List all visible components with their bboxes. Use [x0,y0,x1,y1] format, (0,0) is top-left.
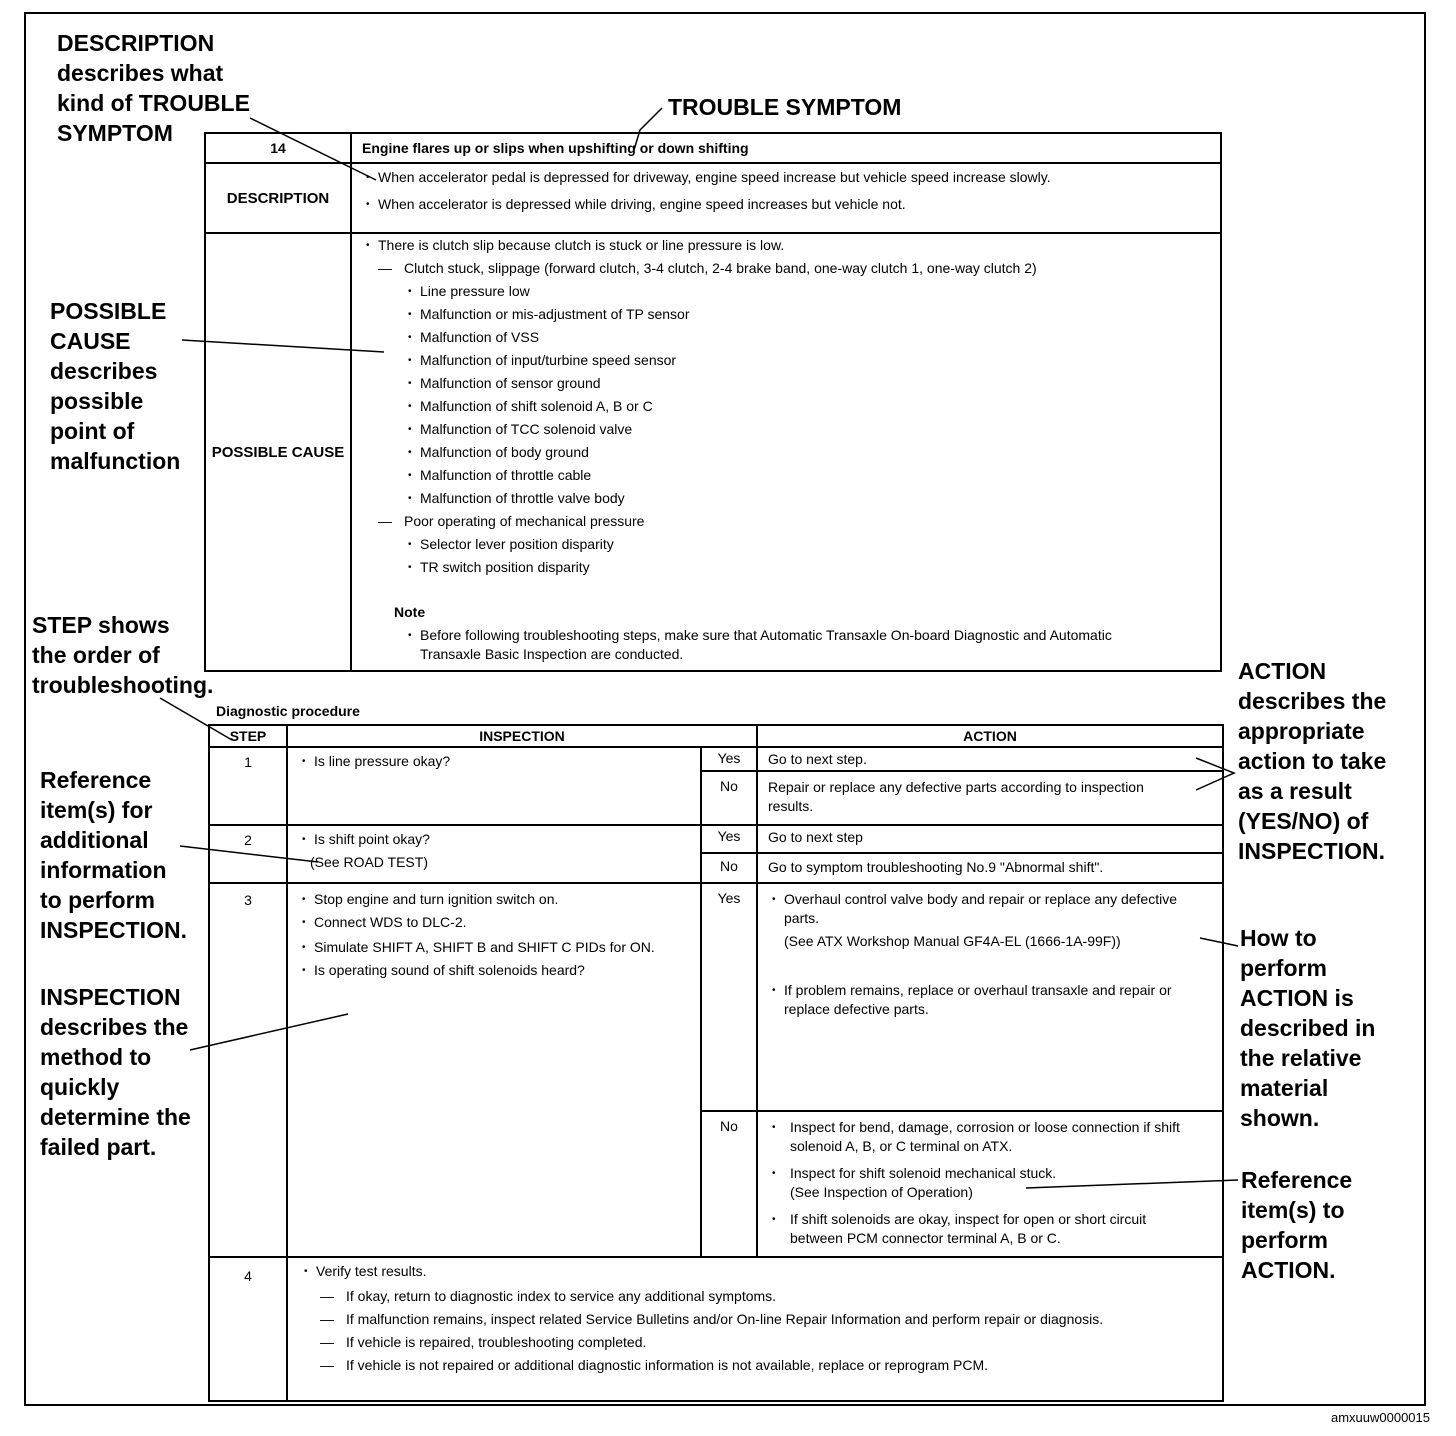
yes-label: Yes [701,883,757,1111]
cause-group: — Clutch stuck, slippage (forward clutch, 3-4 clutch, 2-4 brake band, one-way clutch 1, one-way clutch 2) [378,259,1200,278]
action-item: • If problem remains, replace or overhaul transaxle and repair or replace defective parts. [772,981,1192,1019]
inspection-item: • Verify test results. [304,1262,1182,1281]
callout-reference-action: Reference item(s) to perform ACTION. [1241,1167,1353,1283]
symptom-title: Engine flares up or slips when upshifting or down shifting [351,133,1221,163]
inspection-item: • Is line pressure okay? [302,752,692,771]
leader-trouble-symptom [634,108,662,150]
action-item: • If shift solenoids are okay, inspect for open or short circuit between PCM connector terminal A, B or C. [772,1210,1192,1248]
step-number: 2 [209,825,287,883]
inspection-reference: (See ROAD TEST) [310,854,428,870]
cause-item: • Malfunction of shift solenoid A, B or C [408,397,1200,416]
leader-reference-action [1026,1180,1238,1188]
image-id: amxuuw0000015 [1330,1410,1430,1425]
no-label: No [701,1111,757,1257]
inspection-item: • Is operating sound of shift solenoids heard? [302,961,660,980]
leader-inspection [190,1014,348,1050]
yes-label: Yes [701,825,757,853]
inspection-subitem: — If vehicle is not repaired or additional diagnostic information is not available, replace or reprogram PCM. [320,1356,1182,1375]
callout-how-to-perform: How to perform ACTION is described in the relative material shown. [1240,925,1376,1131]
cause-item: • Malfunction of TCC solenoid valve [408,420,1200,439]
leader-how-to-perform [1200,938,1238,946]
cause-item: • Malfunction of input/turbine speed sensor [408,351,1200,370]
action-item: • Inspect for shift solenoid mechanical stuck. [772,1164,1192,1183]
header-inspection: INSPECTION [287,725,757,747]
cause-item: • Selector lever position disparity [408,535,1200,554]
callout-trouble-symptom: TROUBLE SYMPTOM [668,94,902,120]
leader-step [160,698,232,740]
leader-possible-cause [182,340,384,352]
description-label: DESCRIPTION [205,163,351,233]
cause-item: • Malfunction of throttle valve body [408,489,1200,508]
action-item: • Inspect for bend, damage, corrosion or loose connection if shift solenoid A, B, or C terminal on ATX. [772,1118,1192,1156]
leader-action [1196,758,1234,790]
possible-cause-label: POSSIBLE CAUSE [205,233,351,671]
cause-item: • Malfunction or mis-adjustment of TP sensor [408,305,1200,324]
header-step: STEP [209,725,287,747]
action-reference: (See Inspection of Operation) [790,1184,973,1200]
callout-action: ACTION describes the appropriate action to take as a result (YES/NO) of INSPECTION. [1238,658,1387,864]
inspection-item: • Stop engine and turn ignition switch on. [302,890,660,909]
no-action: Repair or replace any defective parts according to inspection results. [757,771,1223,825]
yes-action: Go to next step [757,825,1223,853]
diagnostic-procedure-title: Diagnostic procedure [216,703,360,719]
description-item: • When accelerator pedal is depressed for driveway, engine speed increase but vehicle speed increase slowly. [366,168,1140,187]
inspection-item: • Simulate SHIFT A, SHIFT B and SHIFT C PIDs for ON. [302,938,660,957]
yes-action: Go to next step. [757,747,1223,771]
note-text: • Before following troubleshooting steps, make sure that Automatic Transaxle On-board Diagnostic and Automatic Transaxle Basic Inspection are conducted. [408,626,1170,664]
note-label: Note [394,604,426,620]
cause-item: • Line pressure low [408,282,1200,301]
leader-reference-inspection [180,846,318,862]
cause-item: • Malfunction of sensor ground [408,374,1200,393]
step-number: 3 [209,883,287,1257]
description-item: • When accelerator is depressed while driving, engine speed increases but vehicle not. [366,195,1140,214]
cause-group: — Poor operating of mechanical pressure [378,512,1200,531]
callout-possible-cause: POSSIBLE CAUSE describes possible point of malfunction [50,298,181,474]
cause-item: • TR switch position disparity [408,558,1200,577]
no-label: No [701,853,757,883]
cause-item: • Malfunction of body ground [408,443,1200,462]
symptom-number: 14 [205,133,351,163]
action-item: • Overhaul control valve body and repair or replace any defective parts. [772,890,1192,928]
yes-label: Yes [701,747,757,771]
inspection-subitem: — If malfunction remains, inspect related Service Bulletins and/or On-line Repair Information and perform repair or diagnosis. [320,1310,1182,1329]
cause-intro: • There is clutch slip because clutch is stuck or line pressure is low. [366,236,1200,255]
callout-description: DESCRIPTION describes what kind of TROUBLE SYMPTOM [57,30,250,146]
leader-description [250,118,376,180]
header-action: ACTION [757,725,1223,747]
inspection-subitem: — If okay, return to diagnostic index to service any additional symptoms. [320,1287,1182,1306]
step-number: 1 [209,747,287,825]
inspection-item: • Connect WDS to DLC-2. [302,913,660,932]
callout-inspection: INSPECTION describes the method to quickly determine the failed part. [40,984,191,1160]
inspection-subitem: — If vehicle is repaired, troubleshooting completed. [320,1333,1182,1352]
inspection-item: • Is shift point okay? [302,830,692,849]
step-number: 4 [209,1257,287,1401]
no-action: Go to symptom troubleshooting No.9 "Abnormal shift". [757,853,1223,883]
cause-item: • Malfunction of throttle cable [408,466,1200,485]
action-reference: (See ATX Workshop Manual GF4A-EL (1666-1A-99F)) [784,933,1121,949]
callout-reference-inspection: Reference item(s) for additional information to perform INSPECTION. [40,767,187,943]
callout-step: STEP shows the order of troubleshooting. [32,612,214,698]
cause-item: • Malfunction of VSS [408,328,1200,347]
no-label: No [701,771,757,825]
